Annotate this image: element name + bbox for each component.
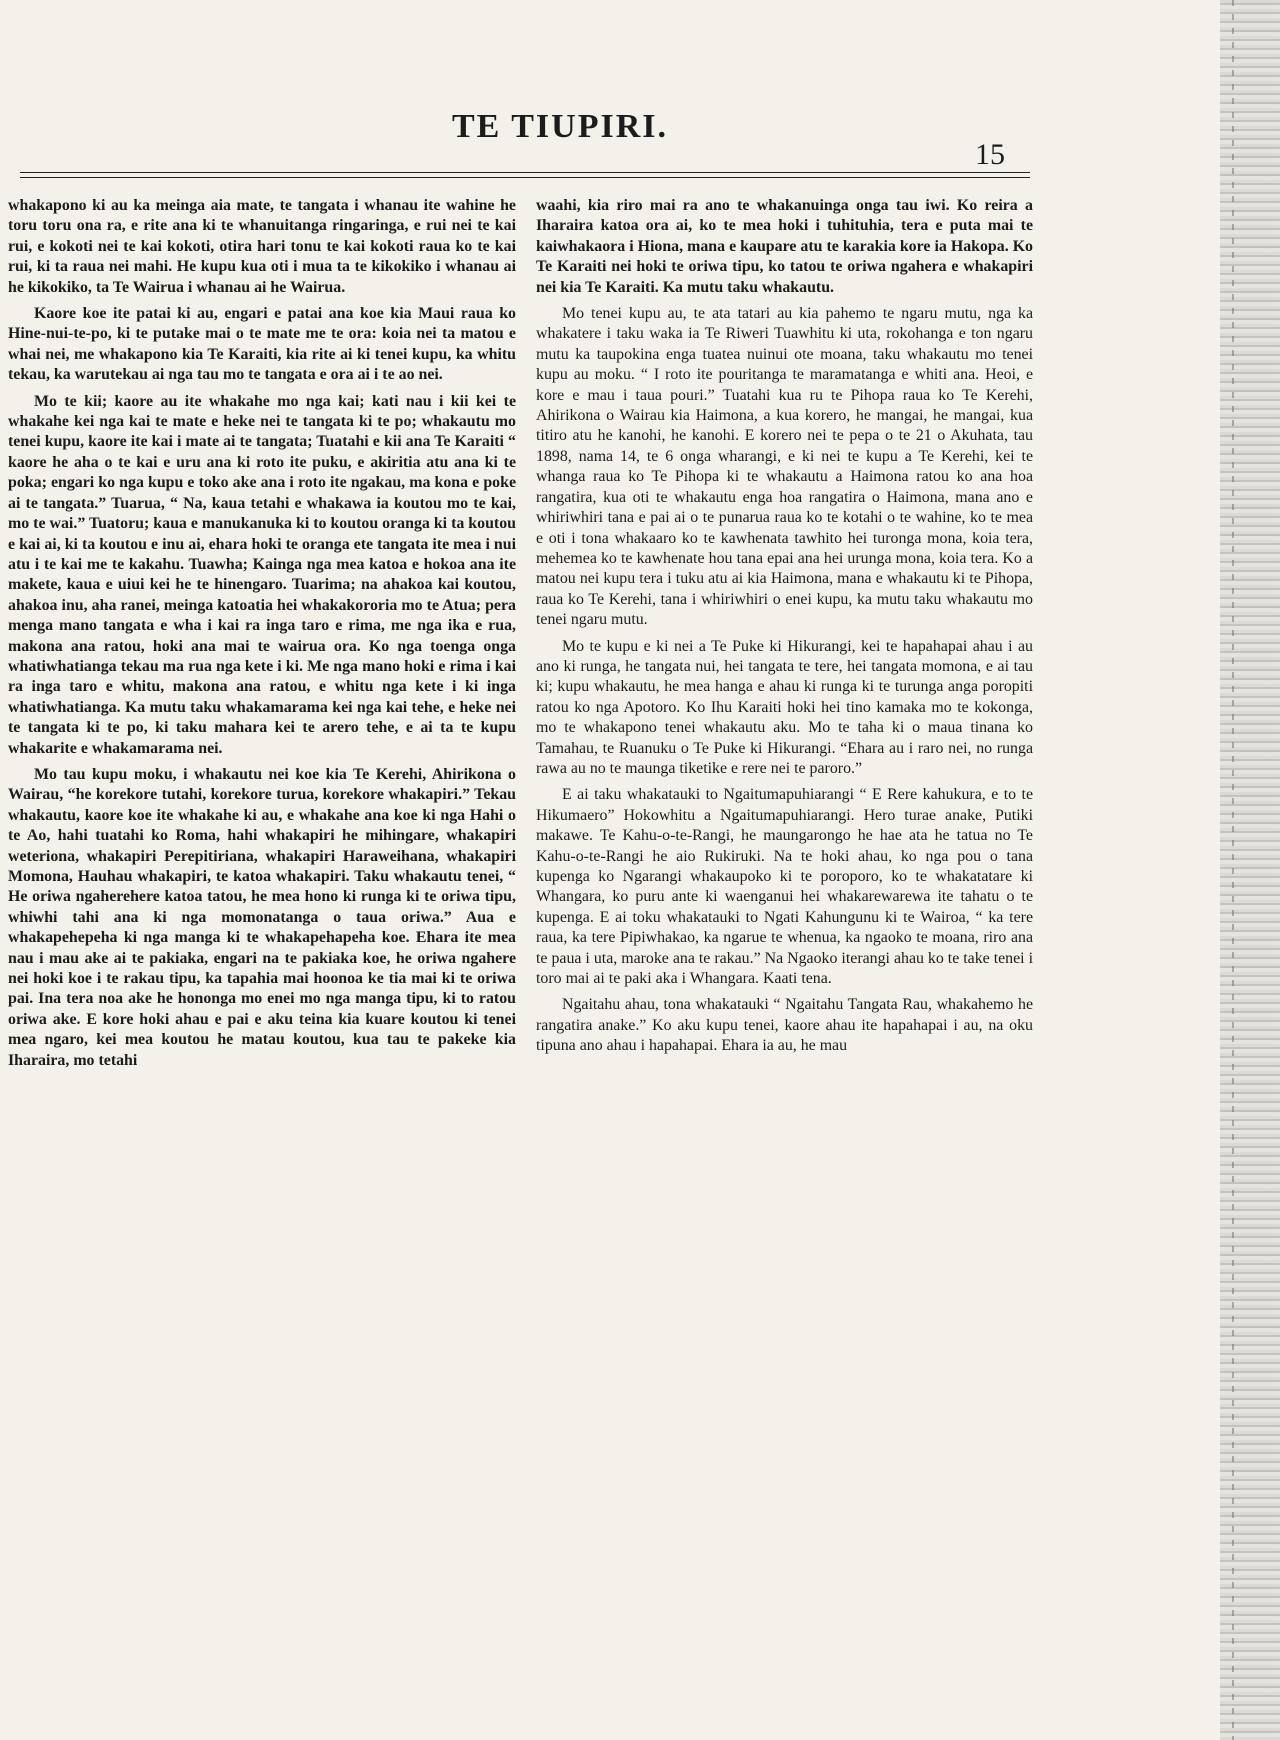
page-number: 15: [975, 138, 1005, 171]
paragraph: E ai taku whakatauki to Ngaitumapuhiarangi “ E Rere kahukura, e to te Hikumaero” Hokowhitu a Ngaitumapuhiarangi. Hero turae anake, Putiki makawe. Te Kahu-o-te-Rangi, he maungarongo he hae ata he tatua no Te Kahu-o-te-Rangi he aio Rukiruki. Na te hoki ahau, ko nga pou o tana kupenga ko Ngarangi whakaupoko ki te poroporo, ko te whakatatare ki Whangara, ko puru ante ki waenganui hei whakarewarewa ite tahatu o te kupenga. E ai toku whakatauki to Ngati Kahungunu ki te Wairoa, “ ka tere raua, ka tere Pipiwhakao, ka ngarue te whenua, ka ngaoko te moana, riro ana te paua i uta, maroke ana te rakau.” Na Ngaoko iterangi ahau ko te take tenei i toro mai ai te paki aka i Whangara. Kaati tena.: [536, 786, 1033, 988]
page-header: [0, 108, 1030, 171]
paragraph: Ngaitahu ahau, tona whakatauki “ Ngaitahu Tangata Rau, whakahemo he rangatira anake.” Ko aku kupu tenei, kaore ahau ite hapahapai i au, na oku tipuna ano ahau i hapahapai. Ehara ia au, he mau: [536, 996, 1033, 1055]
header-rule: [20, 172, 1030, 178]
left-column: [8, 196, 516, 1077]
right-column: [536, 196, 1033, 1063]
paragraph: Mo te kupu e ki nei a Te Puke ki Hikurangi, kei te hapahapai ahau i au ano ki runga, he tangata nui, hei tangata te tere, hei tangata momona, e ai tau ki; kupu whakautu, he mea hanga e ahau ki runga ki te turunga anga poropiti ratou ko nga Apotoro. Ko Ihu Karaiti hoki hei tino kamaka mo te kokonga, mo te whakapono tenei whakautu aku. Mo te taha ki o maua tinana ko Tamahau, te Ruanuku o Te Puke ki Hikurangi. “Ehara au i raro nei, no runga rawa au no te maunga tiketike e rere nei te paroro.”: [536, 637, 1033, 777]
paragraph: Mo te kii; kaore au ite whakahe mo nga kai; kati nau i kii kei te whakahe kei nga kai te mate e heke nei te tangata ki te po; whakautu mo tenei kupu, kaore ite kai i mate ai te tangata; Tuatahi e kii ana Te Karaiti “ kaore he aha o te kai e uru ana ki roto ite puku, e akiritia atu ana ki te poka; engari ko nga kupu e toko ake ana i roto ite ngakau, ma kona e poke ai te tangata.” Tuarua, “ Na, kaua tetahi e whakawa ia koutou mo te kai, mo te wai.” Tuatoru; kaua e manukanuka ki to koutou oranga ki ta koutou e kai ai, ki ta koutou e inu ai, ehara hoki te oranga ete tangata ite mea i nui atu i te kai me te kakahu. Tuawha; Kainga nga mea katoa e hokoa ana ite makete, kaua e uiui kei he te hinengaro. Tuarima; na ahakoa kai koutou, ahakoa inu, aha ranei, meinga katoatia hei whakakororia mo te Atua; pera menga mano tangata e wha i kai ra inga taro e rima, me nga ika e rua, makona ana ratou, hoki ana mai te wairua ora. Ko nga toenga onga whatiwhatianga tekau ma rua nga kete i ki. Me nga mano hoki e rima i kai ra inga taro e whitu, makona ana ratou, e whitu nga kete i ki inga whatiwhatianga. Ka mutu taku whakamarama kei nga kai tehe, e heke nei te tangata ki te po, ki taku mahara kei te arero tehe, e ai ta te kupu whakarite e whakamarama nei.: [8, 392, 516, 757]
paragraph: waahi, kia riro mai ra ano te whakanuinga onga tau iwi. Ko reira a Iharaira katoa ora ai, ko te mea hoki i tuhituhia, tera e puta mai te kaiwhakaora i Hiona, mana e kaupare atu te karakia kore ia Hakopa. Ko Te Karaiti nei hoki te oriwa tipu, ko tatou te oriwa ngahera e whakapiri nei kia Te Karaiti. Ka mutu taku whakautu.: [536, 197, 1033, 296]
paragraph: Kaore koe ite patai ki au, engari e patai ana koe kia Maui raua ko Hine-nui-te-po, ki te putake mai o te mate me te ora: koia nei ta matou e whai nei, me whakapono kia Te Karaiti, kia rite ai ki tenei kupu, ka whitu tekau, ka warutekau ai nga tau mo te tangata e ora ai i te ao nei.: [8, 305, 516, 384]
paragraph: Mo tenei kupu au, te ata tatari au kia pahemo te ngaru mutu, nga ka whakatere i taku waka ia Te Riweri Tuawhitu ki uta, rokohanga e ton ngaru mutu ka taupokina enga tuatea nuinui ote moana, taku whakautu mo tenei kupu au moku. “ I roto ite pouritanga te maramatanga e whiti ana. Heoi, e kore e mau i taua pouri.” Tuatahi kua ru te Pihopa raua ko Te Kerehi, Ahirikona o Wairau kia Haimona, a kua korero, he mangai, he mangai, kua titiro atu he kanohi, he kanohi. E korero nei te pepa o te 21 o Akuhata, tau 1898, nama 14, te 6 onga wharangi, e ki nei te kupu a Te Kerehi, kei te whanga raua ko Te Pihopa ki te whakautu a Haimona ratou ko ana hoa rangatira, kua oti te whakautu enga hoa rangatira o Haimona, mana ano e whiriwhiri tana e pai ai o te punarua raua ko te kotahi o te wahine, ko te mea e oti i tona whakaaro ko te kawhenata tawhito hei turonga mona, koia tera, mehemea ko te kawhenate hou tana epai ana hei urunga mona, koia tera. Ko a matou nei kupu tera i tuku atu ai kia Haimona, mana e whakautu ki te Pihopa, raua ko Te Kerehi, tana i whiriwhiri o enei kupu, ka mutu taku whakautu mo tenei ngaru mutu.: [536, 305, 1033, 629]
newspaper-title: TE TIUPIRI.: [452, 108, 668, 145]
paragraph: Mo tau kupu moku, i whakautu nei koe kia Te Kerehi, Ahirikona o Wairau, “he korekore tutahi, korekore turua, korekore whakapiri.” Tekau whakautu, kaore koe ite whakahe ki au, e whakahe ana koe ki nga Hahi o te Ao, hahi tuatahi ko Roma, hahi whakapiri he mihingare, whakapiri weteriona, whakapiri Perepitiriana, whakapiri Haraweihana, whakapiri Momona, Hauhau whakapiri, te katoa whakapiri. Taku whakautu tenei, “ He oriwa ngaherehere katoa tatou, he mea hono ki runga ki te oriwa tipu, whiwhi tahi ana ki nga momonatanga o taua oriwa.” Aua e whakapehepeha ki nga manga ki te whakapehapeha koe. Ehara ite mea nau i mau ake ai te pakiaka, engari na te pakiaka koe, he oriwa ngahere nei hoki koe i te rakau tipu, ka tapahia mai hoonoa ke tia mai ki te oriwa pai. Ina tera noa ake he hononga mo enei mo nga manga tipu, ki to ratou oriwa ake. E kore hoki ahau e pai e aku teina kia kuare koutou ki tenei mea ngaro, kei mea koutou he matau koutou, kua tau te pakeke kia Iharaira, mo tetahi: [8, 765, 516, 1069]
paragraph: whakapono ki au ka meinga aia mate, te tangata i whanau ite wahine he toru toru ona ra, e rite ana ki te whanuitanga ringaringa, e rui nei te kai rui, e kokoti nei te kai kokoti, otira hari tonu te kai kokoti raua ko te kai rui, ki ta raua nei mahi. He kupu kua oti i mua ta te kikokiko i whanau ai he kikokiko, ta Te Wairua i whanau ai he Wairua.: [8, 197, 516, 296]
scan-edge: [1220, 0, 1280, 1740]
